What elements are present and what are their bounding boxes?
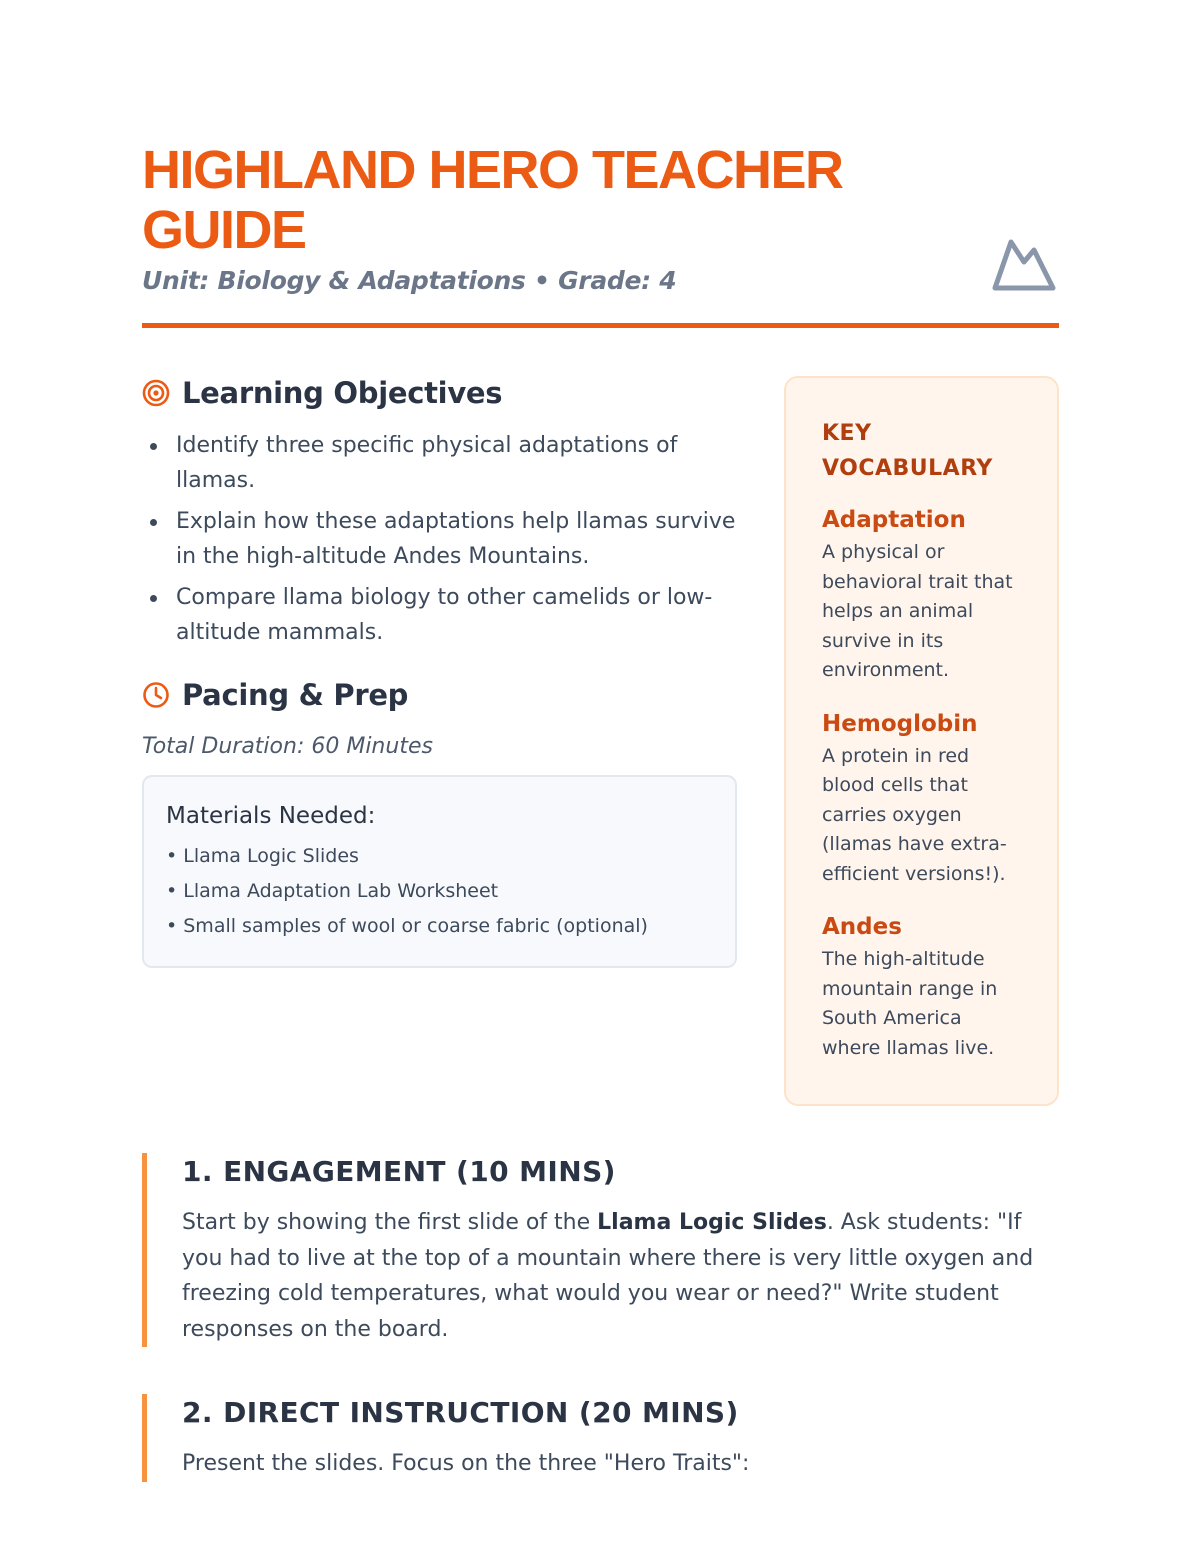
vocab-term: Andes [822, 914, 902, 940]
list-item: Compare llama biology to other camelids or low-altitude mammals. [142, 580, 737, 650]
page-title: HIGHLAND HERO TEACHER GUIDE [142, 140, 843, 260]
step-heading: 2. DIRECT INSTRUCTION (20 MINS) [182, 1396, 739, 1429]
materials-heading: Materials Needed: [166, 803, 376, 829]
vocab-definition: A physical or behavioral trait that helps an animal survive in its environment. [822, 541, 1013, 681]
vocab-term: Hemoglobin [822, 710, 978, 737]
list-item: • Llama Adaptation Lab Worksheet [166, 880, 499, 902]
vocabulary-title: KEY VOCABULARY [822, 421, 993, 481]
objectives-list [142, 428, 737, 650]
page-subtitle: Unit: Biology & Adaptations • Grade: 4 [142, 266, 677, 295]
vocab-term: Adaptation [822, 507, 966, 533]
step-text [182, 1205, 1059, 1347]
duration-text: Total Duration: 60 Minutes [142, 734, 433, 759]
direct-instruction-step [142, 1394, 1059, 1482]
list-item: Identify three specific physical adaptations of llamas. [142, 428, 737, 498]
step-text: Present the slides. Focus on the three "Hero Traits": [182, 1451, 750, 1476]
vocab-definition: A protein in red blood cells that carries oxygen (llamas have extra-efficient versions!). [822, 744, 1007, 885]
left-column [142, 376, 737, 968]
step-text-part: Start by showing the first slide of the [182, 1210, 598, 1235]
pacing-heading: Pacing & Prep [182, 678, 409, 712]
list-item: • Small samples of wool or coarse fabric (optional) [166, 915, 648, 937]
step-heading: 1. ENGAGEMENT (10 MINS) [182, 1155, 616, 1188]
objectives-header [142, 376, 737, 410]
pacing-header [142, 678, 737, 712]
vocabulary-sidebar [784, 376, 1059, 1106]
list-item: Explain how these adaptations help llamas survive in the high-altitude Andes Mountains. [142, 504, 737, 574]
materials-box [142, 775, 737, 968]
slides-reference: Llama Logic Slides [597, 1210, 827, 1235]
header-divider [142, 323, 1059, 328]
engagement-step [142, 1153, 1059, 1347]
target-icon [142, 379, 170, 407]
mountain-icon [991, 232, 1057, 294]
pacing-section [142, 678, 737, 968]
list-item: • Llama Logic Slides [166, 845, 359, 867]
clock-icon [142, 681, 170, 709]
teacher-guide-page [142, 140, 1059, 1476]
step-text-part: . Ask students: "If you had to live at the top of a mountain where there is very little oxygen and freezing cold temperatures, what would you wear or need?" Write student responses on the board. [182, 1210, 1034, 1342]
objectives-heading: Learning Objectives [182, 376, 503, 410]
vocab-definition: The high-altitude mountain range in South America where llamas live. [822, 948, 998, 1059]
